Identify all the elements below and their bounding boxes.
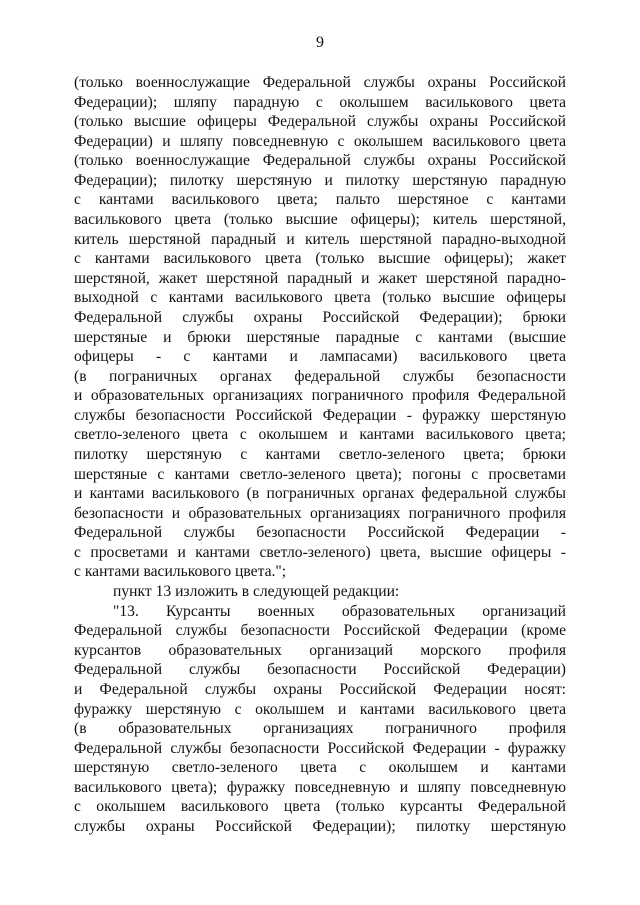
document-body: [74, 73, 566, 837]
text-line: с кантами василькового цвета; пальто шерстяное с кантами: [74, 191, 566, 209]
text-line: фуражку шерстяную с околышем и кантами василькового цвета: [74, 700, 566, 718]
text-line: василькового цвета (только высшие офицеры); китель шерстяной,: [74, 211, 566, 229]
text-line: шерстяной, жакет шерстяной парадный и жакет шерстяной парадно-: [74, 269, 566, 287]
text-line: с кантами василькового цвета.";: [74, 563, 287, 581]
text-line: службы охраны Российской Федерации); пилотку шерстяную: [74, 817, 566, 835]
text-line: Федеральной службы безопасности Российской Федерации -: [74, 524, 566, 542]
text-line: (только военнослужащие Федеральной службы охраны Российской: [74, 152, 566, 170]
text-line: с околышем василькового цвета (только курсанты Федеральной: [74, 798, 566, 816]
page-number: 9: [316, 34, 324, 51]
text-line: с просветами и кантами светло-зеленого) цвета, высшие офицеры -: [74, 543, 566, 561]
text-line: и образовательных организациях пограничного профиля Федеральной: [74, 387, 566, 405]
text-line: Федерации); пилотку шерстяную и пилотку шерстяную парадную: [74, 171, 566, 189]
text-line: шерстяные с кантами светло-зеленого цвета); погоны с просветами: [74, 465, 566, 483]
text-line: Федеральной службы безопасности Российской Федерации (кроме: [74, 622, 566, 640]
text-line: с кантами василькового цвета (только высшие офицеры); жакет: [74, 250, 566, 268]
text-line: Федеральной службы безопасности Российской Федерации - фуражку: [74, 739, 566, 757]
text-line: пилотку шерстяную с кантами светло-зеленого цвета; брюки: [74, 445, 566, 463]
text-line: "13. Курсанты военных образовательных организаций: [113, 602, 566, 620]
text-line: (только военнослужащие Федеральной службы охраны Российской: [74, 74, 566, 91]
text-line: (только высшие офицеры Федеральной службы охраны Российской: [74, 113, 566, 131]
text-line: службы безопасности Российской Федерации - фуражку шерстяную: [74, 406, 566, 424]
text-line: (в образовательных организациях пограничного профиля: [74, 720, 566, 738]
text-line: курсантов образовательных организаций морского профиля: [74, 641, 566, 659]
text-line: шерстяную светло-зеленого цвета с околышем и кантами: [74, 759, 566, 777]
text-line: Федеральной службы охраны Российской Федерации); брюки: [74, 308, 566, 326]
text-line: Федеральной службы безопасности Российской Федерации): [74, 661, 566, 679]
text-line: василькового цвета); фуражку повседневную и шляпу повседневную: [74, 778, 566, 796]
text-line: Федерации); шляпу парадную с околышем василькового цвета: [74, 93, 566, 111]
text-line: Федерации) и шляпу повседневную с околышем василькового цвета: [74, 132, 566, 150]
text-line: шерстяные и брюки шерстяные парадные с кантами (высшие: [74, 328, 566, 346]
text-line: офицеры - с кантами и лампасами) василькового цвета: [74, 348, 566, 366]
text-line: китель шерстяной парадный и китель шерстяной парадно-выходной: [74, 230, 566, 248]
text-line: и Федеральной службы охраны Российской Федерации носят:: [74, 680, 566, 698]
text-line: и кантами василькового (в пограничных органах федеральной службы: [74, 485, 566, 503]
text-line: выходной с кантами василькового цвета (только высшие офицеры: [74, 289, 566, 307]
text-line: безопасности и образовательных организациях пограничного профиля: [74, 504, 566, 522]
text-line: пункт 13 изложить в следующей редакции:: [113, 583, 400, 601]
text-line: светло-зеленого цвета с околышем и кантами василькового цвета;: [74, 426, 566, 444]
text-line: (в пограничных органах федеральной службы безопасности: [74, 367, 566, 385]
